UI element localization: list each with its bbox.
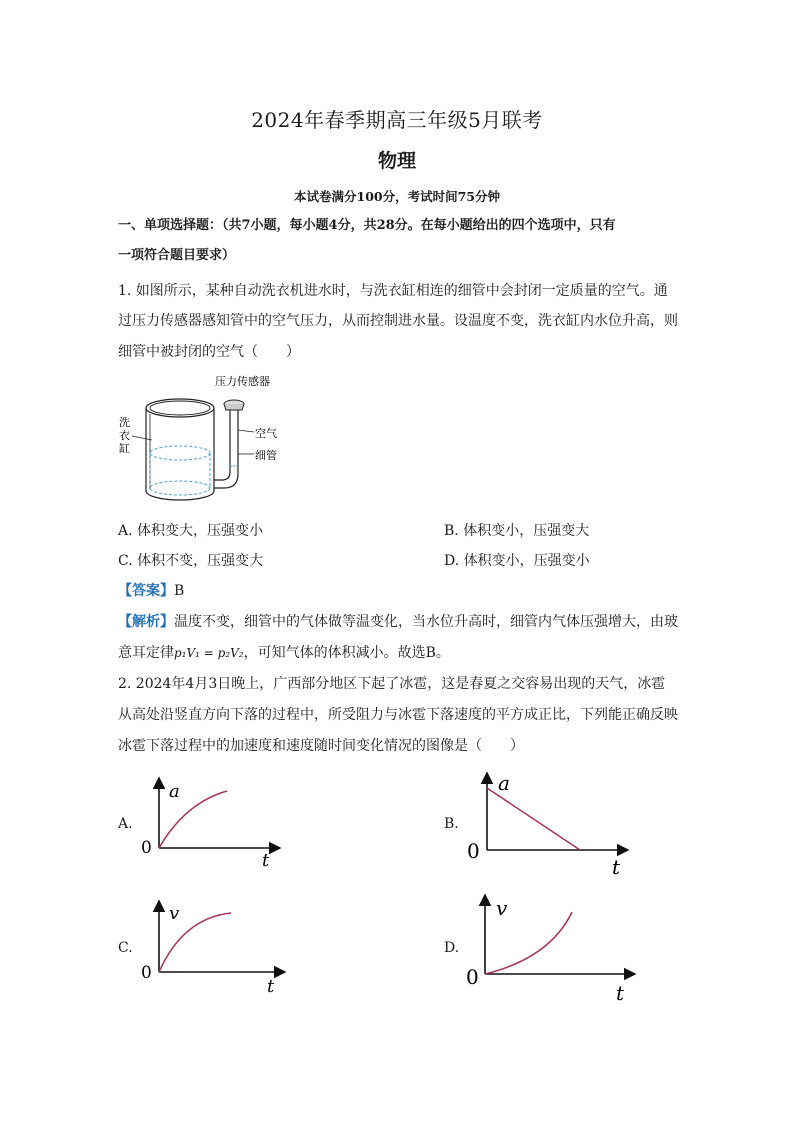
q1-stem-line1: 1. 如图所示，某种自动洗衣机进水时，与洗衣缸相连的细管中会封闭一定质量的空气。通: [118, 283, 668, 299]
analysis-text-2-post: ，可知气体的体积减小。故选B。: [243, 645, 450, 661]
graph-a: [135, 773, 295, 873]
boyle-formula: p₁V₁ = p₂V₂: [174, 646, 244, 660]
graph-c-y-label: v: [169, 903, 180, 924]
section-heading-line1: 一、单项选择题：（共7小题，每小题4分，共28分。在每小题给出的四个选项中，只有: [118, 218, 616, 233]
tub-label-3: 缸: [119, 442, 130, 455]
thin-tube: [214, 410, 238, 488]
q2-stem-line1: 2. 2024年4月3日晚上，广西部分地区下起了冰雹，这是春夏之交容易出现的天气，冰雹: [118, 676, 666, 692]
graph-d-origin: 0: [466, 965, 479, 989]
graph-b-origin: 0: [467, 839, 480, 863]
tub-label-1: 洗: [119, 416, 130, 429]
q1-stem-line2: 过压力传感器感知管中的空气压力，从而控制进水量。设温度不变，洗衣缸内水位升高，则: [118, 313, 678, 329]
water-level-lines: [150, 446, 210, 495]
washer-tub: [146, 399, 214, 500]
graph-c-label: C.: [118, 940, 133, 956]
subject-title: 物理: [377, 150, 416, 172]
tube-label: 细管: [255, 449, 277, 462]
graph-b-line: [487, 788, 580, 850]
q1-option-b: B. 体积变小，压强变大: [444, 523, 590, 539]
air-label: 空气: [255, 427, 277, 440]
sensor-label: 压力传感器: [215, 375, 270, 388]
graph-a-label: A.: [118, 816, 133, 832]
analysis-text-2-pre: 意耳定律: [118, 645, 174, 661]
graph-b: [460, 768, 640, 880]
analysis-text-1: 温度不变，细管中的气体做等温变化，当水位升高时，细管内气体压强增大，由玻: [174, 614, 678, 630]
tub-label-2: 衣: [119, 429, 130, 442]
q1-stem-line3: 细管中被封闭的空气（ ）: [118, 344, 300, 360]
graph-d-curve: [485, 912, 572, 974]
analysis-tag: 【解析】: [118, 614, 174, 630]
answer-tag: 【答案】: [118, 583, 174, 599]
q2-stem-line3: 冰雹下落过程中的加速度和速度随时间变化情况的图像是（ ）: [118, 738, 524, 754]
graph-d-y-label: v: [496, 896, 508, 920]
q1-option-d: D. 体积变小，压强变小: [444, 553, 590, 569]
graph-c: [135, 896, 300, 1000]
exam-note: 本试卷满分100分，考试时间75分钟: [294, 189, 500, 204]
section-heading-line2: 一项符合题目要求）: [118, 248, 236, 263]
pressure-sensor-icon: [224, 400, 244, 410]
graph-b-x-label: t: [612, 855, 621, 879]
q1-option-a: A. 体积变大，压强变小: [118, 523, 264, 539]
graph-d-label: D.: [444, 940, 460, 956]
exam-title: 2024年春季期高三年级5月联考: [251, 108, 543, 132]
q1-analysis-line2: [118, 638, 678, 668]
graph-a-y-label: a: [169, 781, 180, 802]
answer-value: B: [174, 583, 185, 599]
q1-option-c: C. 体积不变，压强变大: [118, 553, 264, 569]
q1-washer-figure: [112, 368, 312, 508]
graph-c-origin: 0: [141, 963, 152, 983]
graph-a-x-label: t: [262, 850, 270, 871]
graph-a-origin: 0: [141, 838, 152, 858]
graph-d: [460, 890, 645, 1005]
q2-stem-line2: 从高处沿竖直方向下落的过程中，所受阻力与冰雹下落速度的平方成正比，下列能正确反映: [118, 707, 678, 723]
graph-b-label: B.: [444, 816, 459, 832]
q1-answer-line: [118, 576, 678, 606]
graph-b-y-label: a: [498, 771, 510, 795]
q1-analysis-line1: [118, 607, 678, 637]
graph-d-x-label: t: [616, 981, 625, 1005]
graph-c-x-label: t: [267, 976, 275, 997]
